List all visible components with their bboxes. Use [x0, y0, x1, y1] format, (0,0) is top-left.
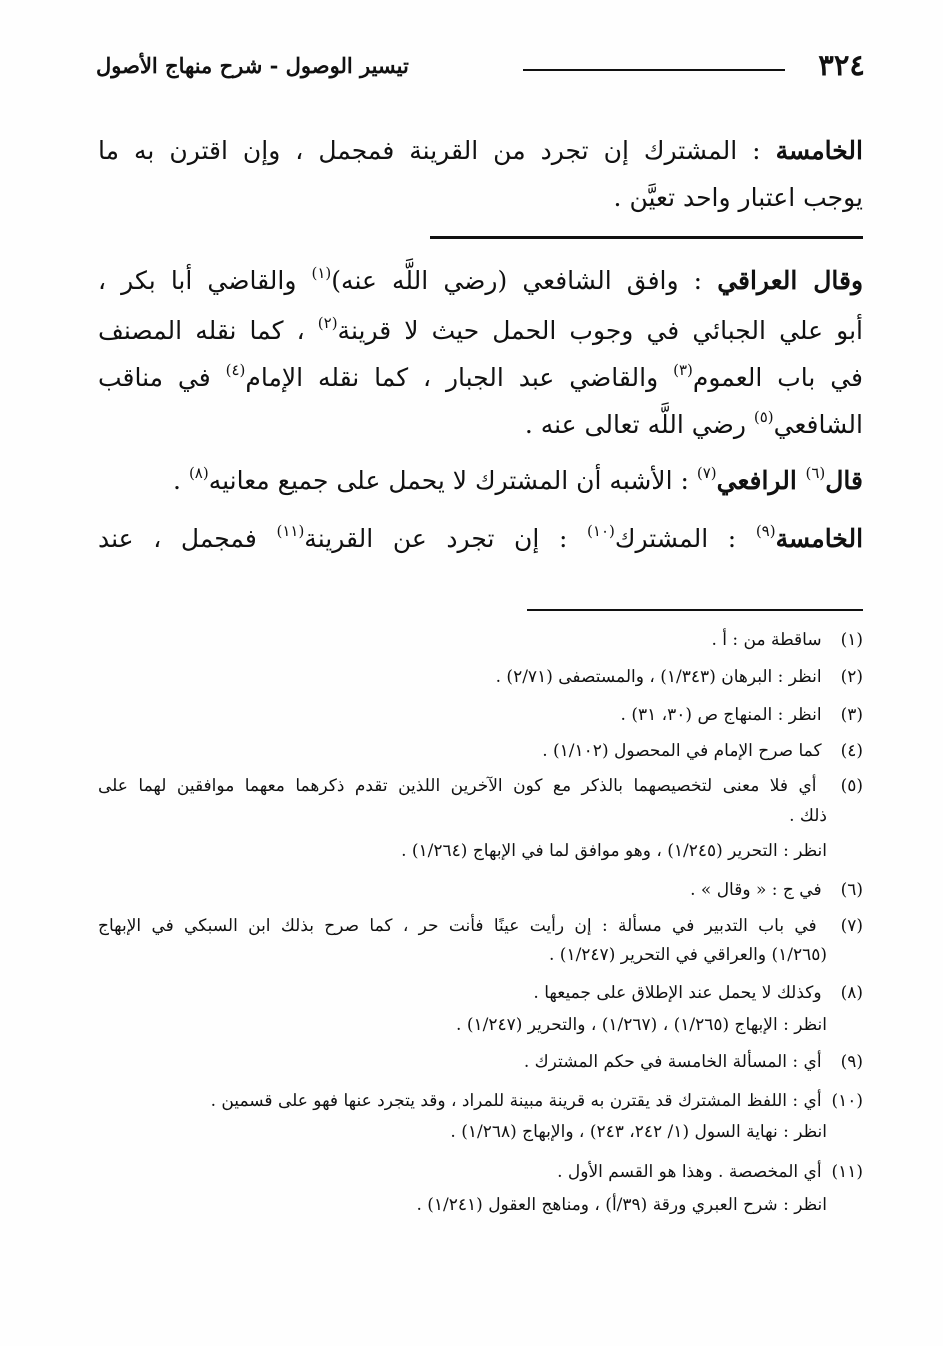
footnote-5-cont: ذلك . — [789, 806, 827, 826]
footnote-number: (١٠) — [831, 1091, 863, 1111]
section1-line2: يوجب اعتبار واحد تعيَّن . — [613, 183, 863, 212]
footnote-text: أي المخصصة . وهذا هو القسم الأول . — [557, 1162, 822, 1182]
footnote-number: (٢) — [840, 667, 863, 687]
section2-line3 — [98, 361, 863, 392]
footnote-ref[interactable]: (١١) — [276, 522, 305, 540]
section3-line — [98, 464, 863, 495]
footnote-ref[interactable]: (٨) — [188, 464, 209, 482]
footnote-text: انظر : البرهان (١/٣٤٣) ، والمستصفى (٢/٧١) . — [495, 667, 822, 687]
text-run: ، كما نقله المصنف — [98, 316, 318, 345]
footnote-ref[interactable]: (٤) — [225, 361, 246, 379]
text-run: الشافعي — [773, 410, 863, 439]
section2-line1 — [98, 264, 864, 295]
footnote-number: (٦) — [840, 880, 863, 900]
footnote-11-ref: انظر : شرح العبري ورقة (٣٩/أ) ، ومناهج العقول (١/٢٤١) . — [416, 1195, 827, 1215]
footnote-text: ساقطة من : أ . — [711, 630, 822, 650]
section3-lead: قال — [825, 466, 863, 495]
footnote-ref[interactable]: (١٠) — [587, 522, 615, 540]
footnote-1 — [98, 632, 863, 649]
footnote-9 — [98, 1054, 863, 1071]
footnote-number: (١١) — [831, 1162, 863, 1182]
footnote-ref[interactable]: (٩) — [755, 522, 776, 540]
footnote-8 — [98, 985, 863, 1002]
footnote-number: (٧) — [840, 916, 863, 936]
footnote-10 — [98, 1093, 863, 1110]
footnote-number: (٣) — [840, 705, 863, 725]
footnote-number: (٨) — [840, 983, 863, 1003]
footnote-ref[interactable]: (٥) — [753, 408, 774, 426]
footnote-ref[interactable]: (١) — [311, 264, 332, 282]
text-run: في مناقب — [98, 363, 226, 392]
footnote-text: انظر : المنهاج ص (٣٠، ٣١) . — [620, 705, 822, 725]
running-title: تيسير الوصول - شرح منهاج الأصول — [96, 53, 409, 78]
footnote-ref[interactable]: (٦) — [805, 464, 826, 482]
text-run: : الأشبه أن المشترك لا يحمل على جميع معانيه — [208, 466, 697, 495]
footnote-5 — [98, 778, 863, 795]
section2-lead: وقال العراقي — [717, 266, 864, 295]
section4-lead: الخامسة — [775, 524, 864, 553]
footnote-text: أي : اللفظ المشترك قد يقترن به قرينة مبينة للمراد ، وقد يتجرد عنها فهو على قسمين . — [210, 1091, 822, 1111]
footnote-text: أي : المسألة الخامسة في حكم المشترك . — [523, 1052, 822, 1072]
footnote-7-cont: (١/٢٦٥) والعراقي في التحرير (١/٢٤٧) . — [548, 945, 827, 965]
section-divider — [430, 236, 863, 239]
text-run: فمجمل ، عند — [98, 524, 277, 553]
text-run: : المشترك — [614, 524, 756, 553]
header-rule — [523, 69, 785, 71]
footnote-ref[interactable]: (٣) — [673, 361, 693, 379]
text-run: والقاضي عبد الجبار ، كما نقله الإمام — [245, 363, 674, 392]
text-run: أبو علي الجبائي في وجوب الحمل حيث لا قرينة — [337, 316, 863, 345]
text-run: والقاضي أبا بكر ، — [98, 266, 312, 295]
footnote-4 — [98, 743, 863, 760]
footnote-11 — [98, 1164, 863, 1181]
footnote-5-ref: انظر : التحرير (١/٢٤٥) ، وهو موافق لما في الإبهاج (١/٢٦٤) . — [401, 841, 827, 861]
footnote-text: أي فلا معنى لتخصيصهما بالذكر مع كون الآخرين اللذين تقدم ذكرهما معهما موافقين لهما على — [98, 776, 817, 796]
footnote-divider — [527, 609, 863, 611]
footnote-3 — [98, 707, 863, 724]
text-run: . — [173, 466, 189, 495]
footnote-8-ref: انظر : الإبهاج (١/٢٦٥) ، (١/٢٦٧) ، والتحرير (١/٢٤٧) . — [456, 1015, 827, 1035]
footnote-text: في باب التدبير في مسألة : إن رأيت عينًا فأنت حر ، كما صرح بذلك ابن السبكي في الإبهاج — [98, 916, 817, 936]
footnote-text: كما صرح الإمام في المحصول (١/١٠٢) . — [542, 741, 822, 761]
section1-lead: الخامسة — [775, 136, 863, 165]
footnote-7 — [98, 918, 863, 935]
footnote-number: (٥) — [840, 776, 863, 796]
section1-line1 — [98, 138, 863, 163]
footnote-text: وكذلك لا يحمل عند الإطلاق على جميعها . — [533, 983, 822, 1003]
footnote-10-ref: انظر : نهاية السول (١/ ٢٤٢، ٢٤٣) ، والإبهاج (١/٢٦٨) . — [450, 1122, 827, 1142]
section1-text: : المشترك إن تجرد من القرينة فمجمل ، وإن اقترن به ما — [98, 136, 761, 165]
section2-line4 — [98, 408, 863, 439]
footnote-2 — [98, 669, 863, 686]
text-run: : إن تجرد عن القرينة — [304, 524, 588, 553]
text-run: في باب العموم — [692, 363, 863, 392]
text-run: : وافق الشافعي (رضي اللَّه عنه) — [331, 266, 703, 295]
footnote-text: في ج : « وقال » . — [690, 880, 822, 900]
footnote-number: (١) — [840, 630, 863, 650]
section3-name: الرافعي — [716, 466, 806, 495]
text-run: رضي اللَّه تعالى عنه . — [524, 410, 754, 439]
page-number: ٣٢٤ — [818, 48, 865, 82]
footnote-number: (٤) — [840, 741, 863, 761]
section4-line — [98, 522, 864, 553]
footnote-6 — [98, 882, 863, 899]
footnote-number: (٩) — [840, 1052, 863, 1072]
footnote-ref[interactable]: (٧) — [696, 464, 717, 482]
footnote-ref[interactable]: (٢) — [317, 314, 338, 332]
section2-line2 — [98, 314, 863, 345]
